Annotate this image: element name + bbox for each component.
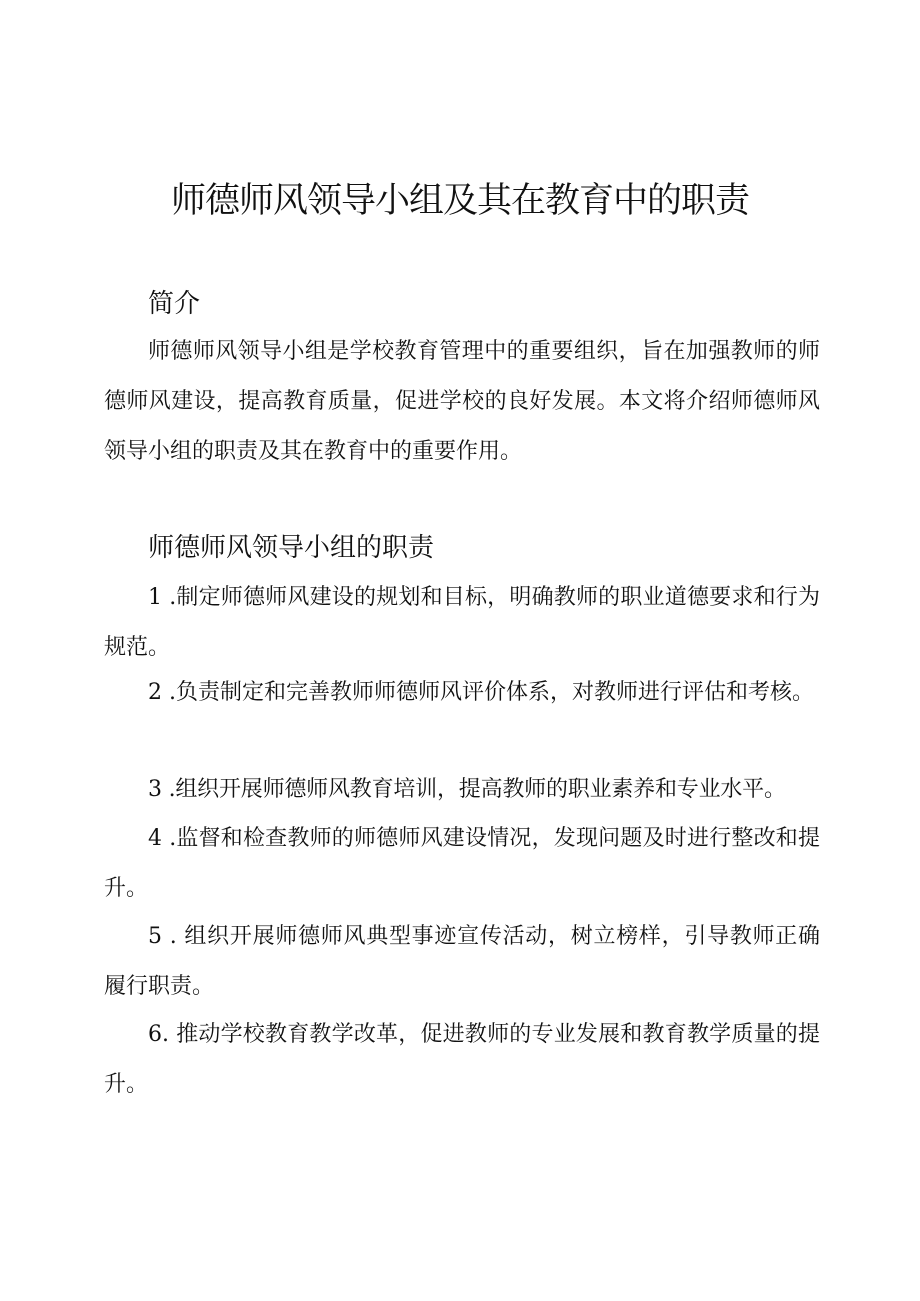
duty-item-1: 1 .制定师德师风建设的规划和目标，明确教师的职业道德要求和行为规范。 <box>104 585 820 660</box>
duty-item-6: 6. 推动学校教育教学改革，促进教师的专业发展和教育教学质量的提升。 <box>104 1022 820 1097</box>
section-heading-duties: 师德师风领导小组的职责 <box>148 533 435 563</box>
document-title: 师德师风领导小组及其在教育中的职责 <box>170 181 749 221</box>
duty-item-4: 4 .监督和检查教师的师德师风建设情况，发现问题及时进行整改和提升。 <box>104 826 820 901</box>
intro-paragraph: 师德师风领导小组是学校教育管理中的重要组织，旨在加强教师的师德师风建设，提高教育质量，促进学校的良好发展。本文将介绍师德师风领导小组的职责及其在教育中的重要作用。 <box>104 339 820 464</box>
duty-item-3: 3 .组织开展师德师风教育培训，提高教师的职业素养和专业水平。 <box>148 777 786 802</box>
duty-item-5: 5 . 组织开展师德师风典型事迹宣传活动，树立榜样，引导教师正确履行职责。 <box>104 924 820 999</box>
section-heading-intro: 简介 <box>148 289 201 319</box>
duty-item-2: 2 .负责制定和完善教师师德师风评价体系，对教师进行评估和考核。 <box>148 680 814 705</box>
